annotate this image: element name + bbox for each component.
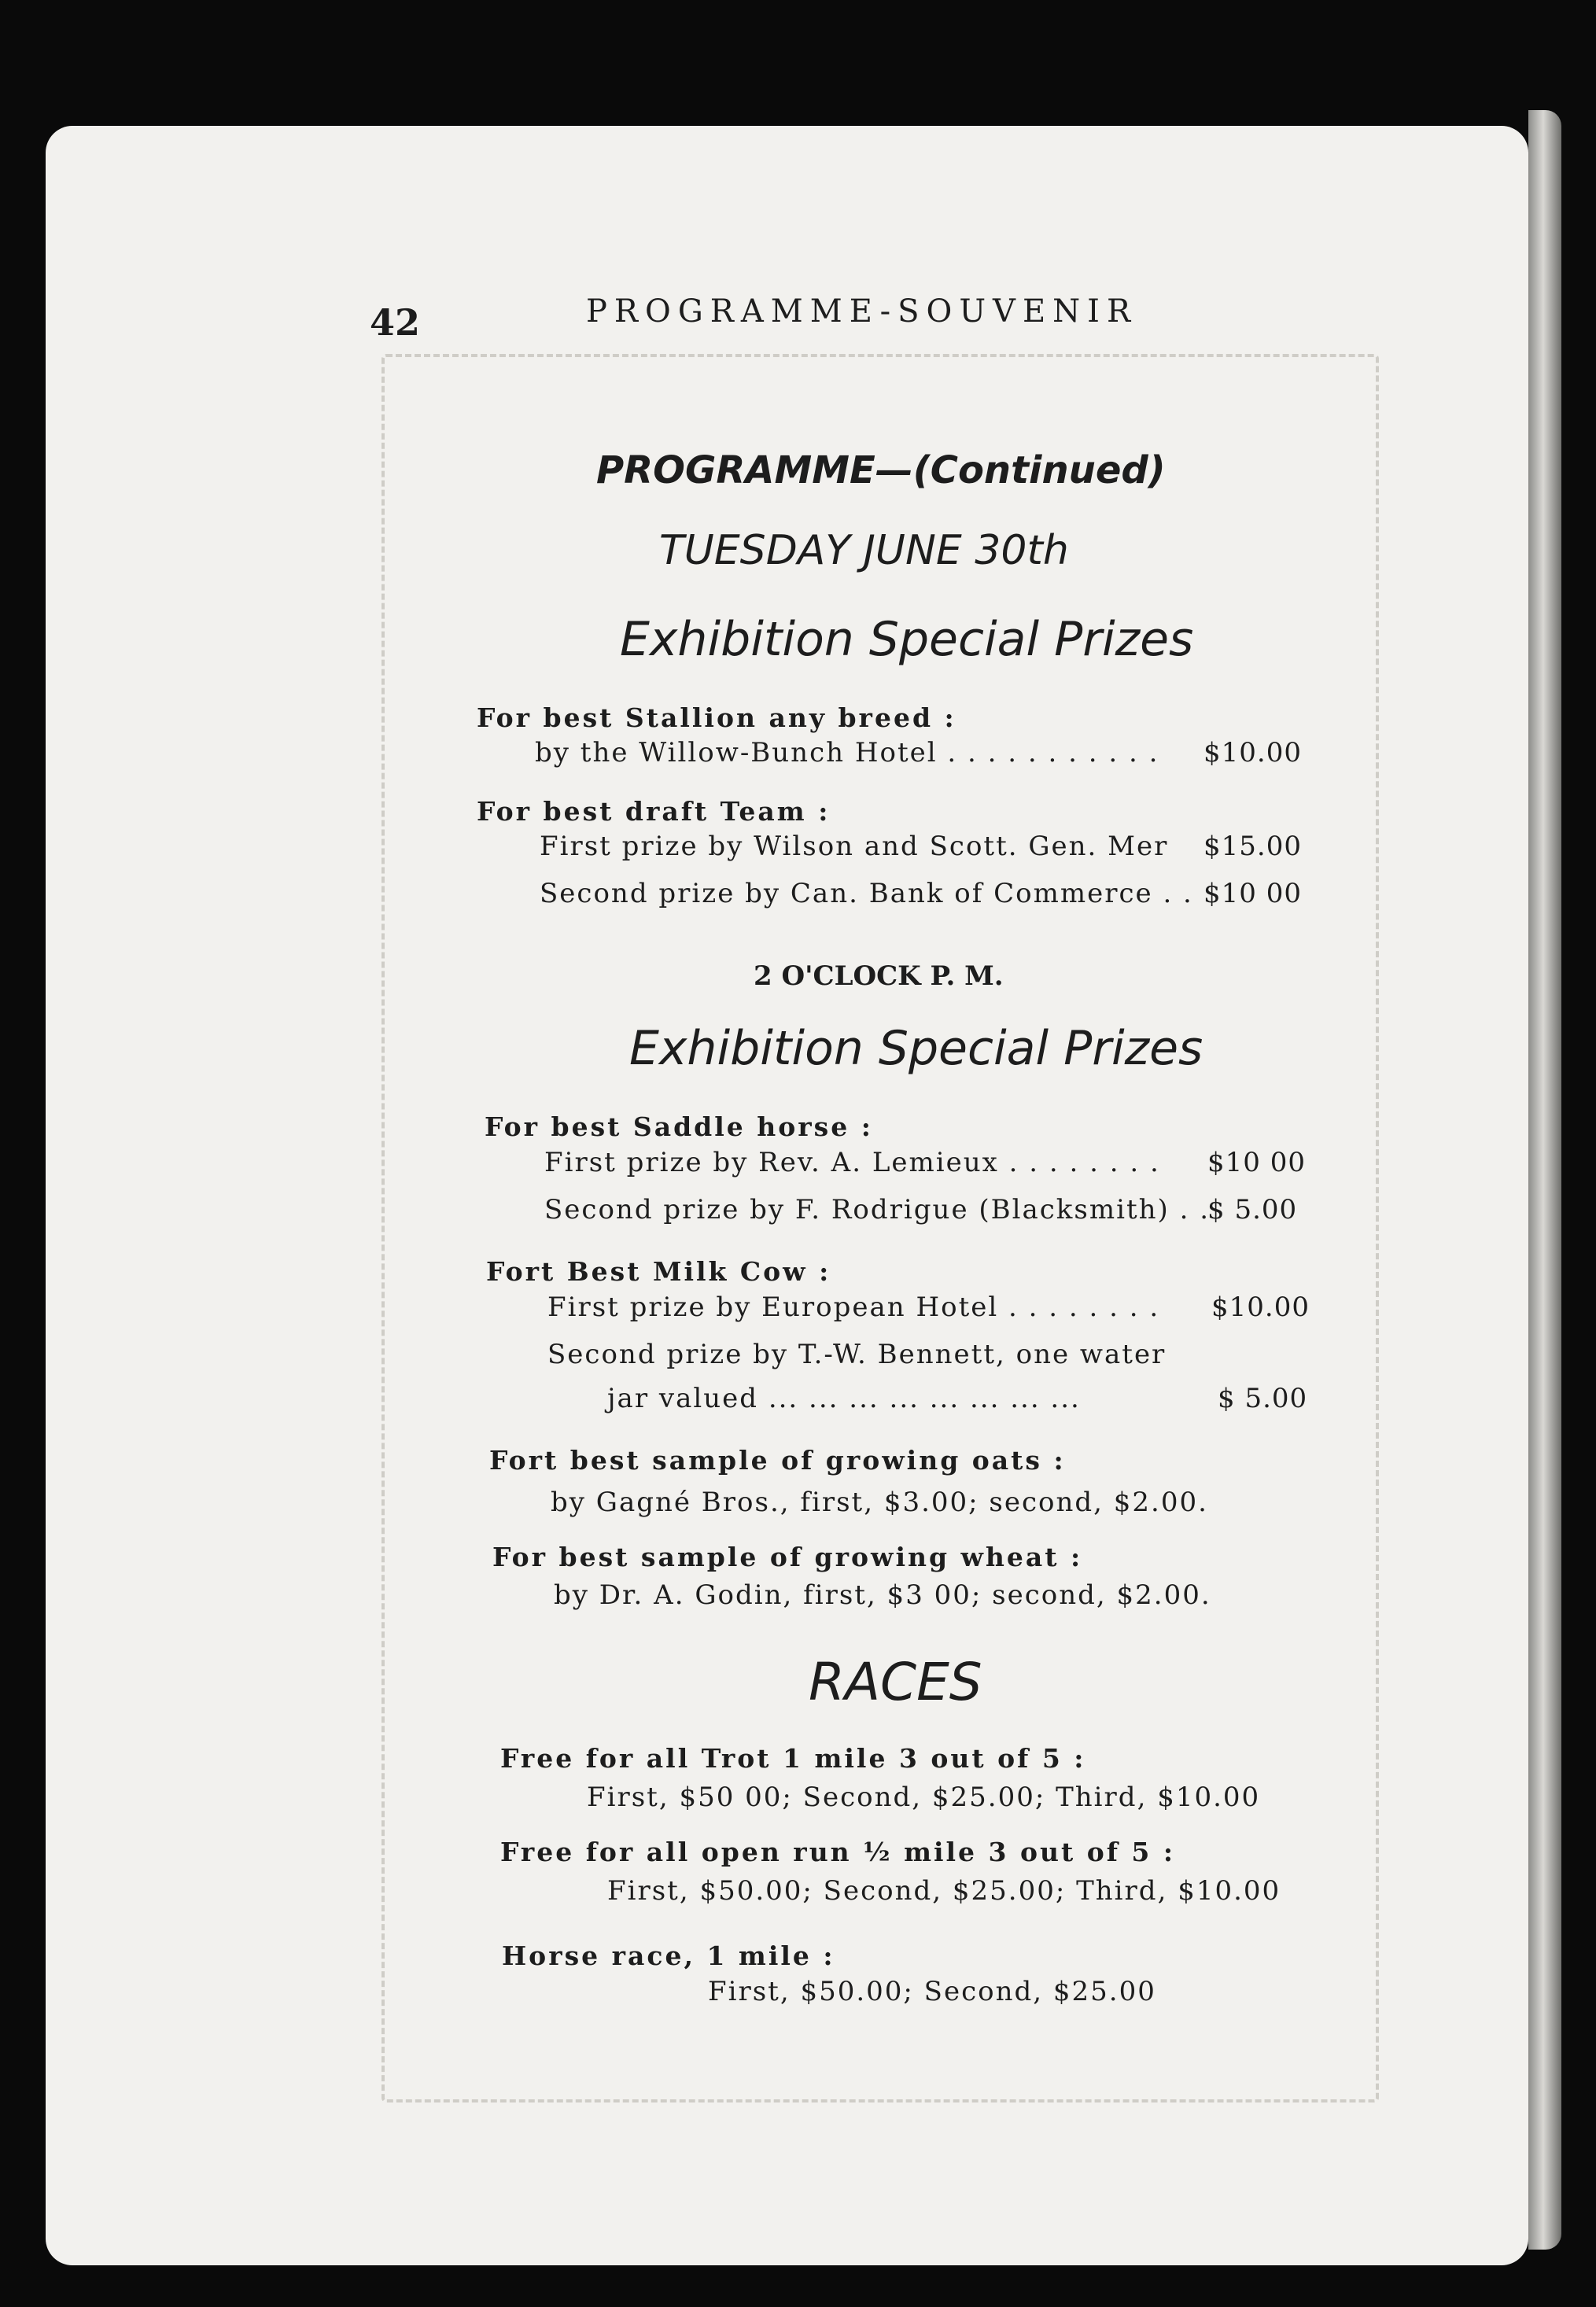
category-milk-cow: Fort Best Milk Cow : bbox=[486, 1256, 831, 1287]
section-heading-exhibition-1: Exhibition Special Prizes bbox=[620, 612, 1194, 667]
day-heading: TUESDAY JUNE 30th bbox=[659, 527, 1069, 574]
category-draft-team: For best draft Team : bbox=[477, 796, 831, 827]
prize-amount: $10.00 bbox=[1211, 1292, 1310, 1323]
prize-line: Second prize by Can. Bank of Commerce . . bbox=[540, 878, 1193, 909]
prize-amount: $10 00 bbox=[1207, 1147, 1306, 1178]
category-stallion: For best Stallion any breed : bbox=[477, 702, 956, 733]
section-heading-exhibition-2: Exhibition Special Prizes bbox=[629, 1021, 1203, 1076]
race-prize-line: First, $50.00; Second, $25.00; Third, $10.00 bbox=[607, 1875, 1281, 1907]
races-heading: RACES bbox=[809, 1652, 982, 1712]
race-open-run: Free for all open run ½ mile 3 out of 5 : bbox=[500, 1837, 1176, 1867]
prize-line: Second prize by F. Rodrigue (Blacksmith) . . bbox=[544, 1194, 1211, 1225]
prize-amount: $ 5.00 bbox=[1207, 1194, 1298, 1225]
page-number: 42 bbox=[370, 301, 421, 344]
time-heading: 2 O'CLOCK P. M. bbox=[754, 960, 1004, 992]
prize-line: jar valued ... ... ... ... ... ... ... ... bbox=[607, 1383, 1081, 1414]
prize-line: by Gagné Bros., first, $3.00; second, $2.00. bbox=[551, 1487, 1208, 1518]
prize-amount: $15.00 bbox=[1203, 831, 1302, 862]
category-saddle-horse: For best Saddle horse : bbox=[485, 1111, 873, 1142]
category-wheat: For best sample of growing wheat : bbox=[492, 1542, 1083, 1572]
prize-line: First prize by Rev. A. Lemieux . . . . . . . . bbox=[544, 1147, 1160, 1178]
programme-heading: PROGRAMME—(Continued) bbox=[596, 448, 1166, 492]
prize-line: by the Willow-Bunch Hotel . . . . . . . . . . . bbox=[535, 737, 1159, 768]
prize-amount: $10 00 bbox=[1203, 878, 1302, 909]
category-oats: Fort best sample of growing oats : bbox=[489, 1445, 1066, 1476]
prize-line: by Dr. A. Godin, first, $3 00; second, $2.00. bbox=[554, 1579, 1211, 1611]
running-title: PROGRAMME-SOUVENIR bbox=[586, 293, 1138, 330]
prize-line: Second prize by T.-W. Bennett, one water bbox=[547, 1339, 1167, 1370]
race-horse: Horse race, 1 mile : bbox=[502, 1940, 835, 1971]
race-prize-line: First, $50.00; Second, $25.00 bbox=[708, 1976, 1156, 2007]
prize-amount: $10.00 bbox=[1203, 737, 1302, 768]
race-trot: Free for all Trot 1 mile 3 out of 5 : bbox=[500, 1743, 1086, 1774]
prize-amount: $ 5.00 bbox=[1218, 1383, 1308, 1414]
prize-line: First prize by European Hotel . . . . . . . . bbox=[547, 1292, 1160, 1323]
race-prize-line: First, $50 00; Second, $25.00; Third, $10.00 bbox=[587, 1782, 1261, 1813]
prize-line: First prize by Wilson and Scott. Gen. Mer bbox=[540, 831, 1169, 862]
